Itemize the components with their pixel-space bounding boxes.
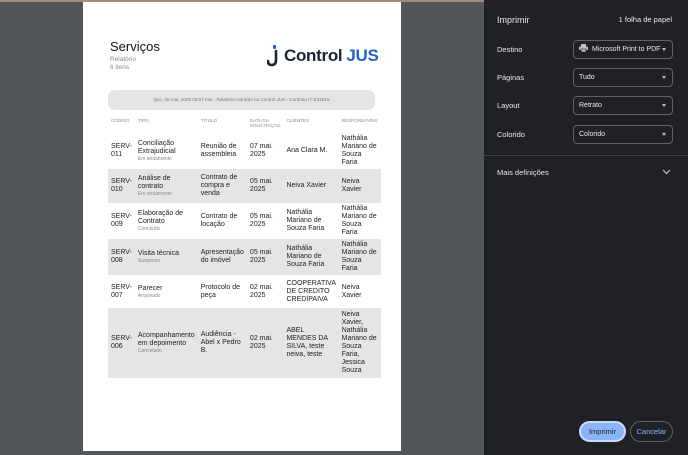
cell-type [135, 239, 198, 275]
document-item-count: 6 itens [110, 64, 130, 71]
cell-clients: COOPERATIVA DE CREDITO CREDIPAIVA [286, 279, 336, 303]
print-panel-title: Imprimir [497, 15, 530, 25]
color-select[interactable] [573, 125, 673, 144]
panel-divider [484, 155, 688, 156]
cell-date: 07 mai. 2025 [249, 143, 273, 158]
chevron-down-icon[interactable] [662, 169, 671, 175]
cell-title: Reunião de assembleia [200, 143, 237, 158]
print-settings-panel [484, 0, 688, 455]
cell-date: 05 mai. 2025 [249, 213, 273, 228]
services-table [108, 116, 381, 378]
header-date: DATA DA SOLICITAÇÃO [249, 118, 281, 128]
dropdown-arrow-icon [662, 76, 666, 79]
report-info-banner: Qui., 08 mai. 2025 09:07 min - Relatório extraído no Control JUS - Contrato nº E32815 [108, 90, 375, 110]
document-subtitle-text: Relatório [110, 56, 137, 63]
header-title: TÍTULO [200, 118, 218, 123]
cell-type [135, 169, 198, 203]
cell-status: Suspenso [137, 258, 161, 264]
cell-type [135, 133, 198, 169]
pages-value: Tudo [579, 74, 595, 81]
sheet-count: 1 folha de papel [618, 15, 672, 24]
dropdown-arrow-icon [662, 48, 666, 51]
preview-page [83, 2, 401, 451]
table-row [108, 133, 381, 169]
cell-type-text: Visita técnica [137, 250, 180, 257]
cell-status: Arquivado [137, 292, 161, 299]
cell-code: SERV-009 [111, 213, 132, 228]
cell-code: SERV-006 [111, 335, 132, 350]
document-subtitle [110, 56, 136, 72]
logo-text-accent: JUS [346, 46, 379, 65]
cell-date: 05 mai. 2025 [249, 249, 273, 264]
cell-responsible: Nathália Mariano de Souza Faria [341, 205, 377, 236]
cell-responsible: Nathália Mariano de Souza Faria [341, 241, 377, 272]
pages-label: Páginas [497, 73, 525, 82]
control-jus-logo [267, 44, 379, 68]
logo-text-main: Control [284, 46, 343, 65]
cell-code: SERV-011 [111, 143, 132, 158]
header-code: CÓDIGO [111, 118, 130, 123]
print-button[interactable]: Imprimir [579, 421, 626, 442]
destination-value: Microsoft Print to PDF [592, 46, 661, 53]
cell-status: Concluído [137, 226, 161, 232]
more-settings-toggle[interactable]: Mais definições [497, 168, 549, 177]
cell-type [135, 308, 198, 378]
layout-select[interactable] [573, 96, 673, 115]
cancel-button[interactable]: Cancelar [630, 421, 673, 442]
header-clients: CLIENTES [286, 118, 309, 123]
cell-code: SERV-010 [111, 178, 132, 193]
cell-status: Em andamento [137, 191, 172, 197]
cell-date: 02 mai. 2025 [249, 335, 273, 350]
logo-mark-icon [267, 45, 281, 67]
cell-code: SERV-008 [111, 249, 132, 264]
color-value: Colorido [579, 131, 606, 138]
pages-select[interactable] [573, 68, 673, 87]
cell-title: Contrato de locação [200, 213, 238, 228]
cell-date: 05 mai. 2025 [249, 178, 273, 193]
cell-status: Em andamento [137, 156, 172, 162]
cell-clients: Ana Clara M. [286, 147, 328, 154]
table-header-row [108, 116, 381, 133]
cell-clients: Nathália Mariano de Souza Faria [286, 245, 325, 268]
table-row [108, 308, 381, 378]
cell-responsible: Nathália Mariano de Souza Faria [341, 135, 377, 166]
table-row [108, 169, 381, 203]
cell-type-text: Acompanhamento em depoimento [137, 332, 195, 347]
cell-type-text: Análise de contrato [137, 175, 171, 190]
cell-title: Protocolo de peça [200, 283, 241, 299]
table-row [108, 203, 381, 239]
document-title: Serviços [110, 39, 160, 54]
cell-type-text: Conciliação Extrajudicial [137, 140, 176, 155]
cell-type-text: Parecer [137, 284, 163, 292]
cell-type [135, 203, 198, 239]
dropdown-arrow-icon [662, 104, 666, 107]
cell-responsible: Neiva Xavier [341, 178, 362, 193]
color-label: Colorido [497, 130, 525, 139]
cell-responsible: Neiva Xavier [341, 283, 362, 299]
cell-status: Cancelado [137, 348, 162, 354]
printer-icon [579, 44, 588, 52]
header-responsible: RESPONSÁVEIS [341, 118, 378, 123]
cell-title: Audiência - Abel x Pedro B. [200, 331, 241, 354]
cell-title: Contrato de compra e venda [200, 174, 238, 197]
table-row [108, 275, 381, 308]
cell-code: SERV-007 [111, 283, 132, 299]
dropdown-arrow-icon [662, 133, 666, 136]
cell-clients: Nathália Mariano de Souza Faria [286, 209, 325, 232]
cell-title: Apresentação do imóvel [200, 249, 244, 264]
cell-type-text: Elaboração de Contrato [137, 210, 184, 225]
cell-type [135, 275, 198, 308]
cell-clients: ABEL MENDES DA SILVA, teste neiva, teste [286, 327, 328, 358]
cell-date: 02 mai. 2025 [249, 283, 273, 299]
logo-text [284, 46, 379, 66]
header-type: TIPO [137, 118, 149, 123]
cell-clients: Neiva Xavier [286, 182, 327, 189]
layout-label: Layout [497, 101, 520, 110]
destination-select[interactable] [573, 40, 673, 59]
table-row [108, 239, 381, 275]
layout-value: Retrato [579, 102, 602, 109]
cell-responsible: Neiva Xavier, Nathália Mariano de Souza Faria, Jessica Souza [341, 311, 377, 374]
destination-label: Destino [497, 45, 523, 54]
